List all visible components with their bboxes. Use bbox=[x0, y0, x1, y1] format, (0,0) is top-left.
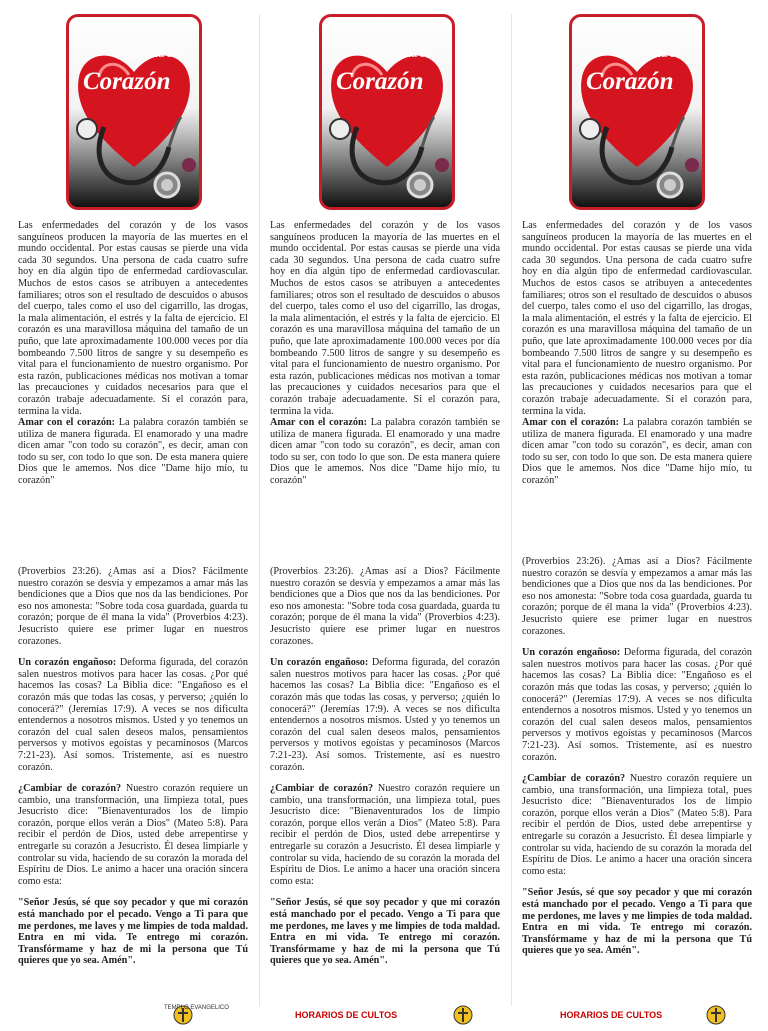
cover-title-small: Cómo está su bbox=[111, 48, 179, 60]
top-text-column bbox=[522, 220, 752, 487]
section-heading: ¿Cambiar de corazón? bbox=[270, 783, 374, 795]
intro-paragraph: Las enfermedades del corazón y de los vasos sanguíneos producen la mayoría de las muertes en el mundo occidental. Por estas causas se pierde una vida cada 30 segundos. Una persona de cada cuatro sufre hoy en día algún tipo de enfermedad cardiovascular. Muchos de estos casos se atribuyen a antecedentes familiares; otros son el resultado de descuidos o abusos del cuerpo, tales como el uso del cigarrillo, las drogas, la mala alimentación, el estrés y la falta de ejercicio. El corazón es una maravillosa máquina del tamaño de un puño, que late aproximadamente 100.000 veces por día bombeando 7.500 litros de sangre y su desempeño es vital para el funcionamiento de nuestro organismo. Por esta razón, publicaciones médicas nos motivan a tomar las precauciones y cuidados necesarios para que el corazón trabaje adecuadamente. Si el corazón para, termina la vida. bbox=[18, 220, 248, 417]
love-paragraph bbox=[270, 417, 500, 487]
section-body: Deforma figurada, del corazón salen nuestros motivos para hacer las cosas. ¿Por qué hacemos las cosas? La Biblia dice: "Engañoso es el corazón más que todas las cosas, y perverso; ¿quién lo conocerá?" (Jeremías 17:9). A veces se nos dificulta entendernos a nosotros mismos. Usted y yo tenemos un corazón del cual salen deseos malos, pensamientos perversos y motivos egoístas y pecaminosos (Marcos 7:21-23). Así somos. Tristemente, así es nuestro corazón. bbox=[270, 657, 500, 773]
cover-title-small: Cómo está su bbox=[364, 48, 432, 60]
section-heading: ¿Cambiar de corazón? bbox=[18, 783, 122, 795]
deceitful-heart-paragraph bbox=[18, 657, 248, 773]
bottom-text-column bbox=[270, 566, 500, 967]
change-heart-paragraph bbox=[522, 773, 752, 877]
cover-title-big: Corazón bbox=[83, 68, 171, 95]
prayer-paragraph: "Señor Jesús, sé que soy pecador y que mi corazón está manchado por el pecado. Vengo a Ti para que me perdones, me laves y me limpies de toda maldad. Entra en mi vida. Te entrego mi corazón. Transfórmame y haz de mi la persona que Tú quieres que yo sea. Amén". bbox=[270, 897, 500, 967]
deceitful-heart-paragraph bbox=[522, 647, 752, 763]
cover-title-small: Cómo está su bbox=[614, 48, 682, 60]
cover-image bbox=[569, 14, 705, 210]
proverbs-paragraph: (Proverbios 23:26). ¿Amas así a Dios? Fácilmente nuestro corazón se desvía y empezamos a amar más las bendiciones que a Dios que nos da las bendiciones. Por eso nos amonesta: "Sobre toda cosa guardada, guarda tu corazón; porque de él mana la vida" (Proverbios 4:23). Jesucristo quiere ese primer lugar en nuestros corazones. bbox=[18, 566, 248, 647]
section-body: La palabra corazón también se utiliza de manera figurada. El enamorado y una madre dicen amar "con todo su corazón", es decir, aman con todo su ser, con todo lo que son. De esta manera quiere Dios que le amemos. Nos dice "Dame hijo mío, tu corazón" bbox=[270, 417, 500, 487]
section-body: La palabra corazón también se utiliza de manera figurada. El enamorado y una madre dicen amar "con todo su corazón", es decir, aman con todo su ser, con todo lo que son. De esta manera quiere Dios que le amemos. Nos dice "Dame hijo mío, tu corazón" bbox=[18, 417, 248, 487]
top-text-column bbox=[18, 220, 248, 487]
section-heading: Un corazón engañoso: bbox=[522, 647, 621, 659]
section-body: Nuestro corazón requiere un cambio, una transformación, una limpieza total, pues Jesucristo dice: "Bienaventurados los de limpio corazón, porque ellos verán a Dios" (Mateo 5:8). Para recibir el perdón de Dios, usted debe arrepentirse y entregarle su corazón a Jesucristo. Él desea limpiarle y controlar su vida, haciendo de su corazón la morada del Espíritu de Dios. Le animo a hacer una oración sincera como esta: bbox=[18, 783, 248, 887]
change-heart-paragraph bbox=[270, 783, 500, 887]
deceitful-heart-paragraph bbox=[270, 657, 500, 773]
section-body: Nuestro corazón requiere un cambio, una transformación, una limpieza total, pues Jesucristo dice: "Bienaventurados los de limpio corazón, porque ellos verán a Dios" (Mateo 5:8). Para recibir el perdón de Dios, usted debe arrepentirse y entregarle su corazón a Jesucristo. Él desea limpiarle y controlar su vida, haciendo de su corazón la morada del Espíritu de Dios. Le animo a hacer una oración sincera como esta: bbox=[522, 773, 752, 877]
love-paragraph bbox=[522, 417, 752, 487]
bottom-text-column bbox=[522, 556, 752, 957]
heart-stethoscope-icon bbox=[69, 17, 199, 207]
section-body: Deforma figurada, del corazón salen nuestros motivos para hacer las cosas. ¿Por qué hacemos las cosas? La Biblia dice: "Engañoso es el corazón más que todas las cosas, y perverso; ¿quién lo conocerá?" (Jeremías 17:9). A veces se nos dificulta entendernos a nosotros mismos. Usted y yo tenemos un corazón del cual salen deseos malos, pensamientos perversos y motivos egoístas y pecaminosos (Marcos 7:21-23). Así somos. Tristemente, así es nuestro corazón. bbox=[18, 657, 248, 773]
section-heading: Amar con el corazón: bbox=[522, 417, 620, 429]
proverbs-paragraph: (Proverbios 23:26). ¿Amas así a Dios? Fácilmente nuestro corazón se desvía y empezamos a amar más las bendiciones que a Dios que nos da las bendiciones. Por eso nos amonesta: "Sobre toda cosa guardada, guarda tu corazón; porque de él mana la vida" (Proverbios 4:23). Jesucristo quiere ese primer lugar en nuestros corazones. bbox=[270, 566, 500, 647]
intro-paragraph: Las enfermedades del corazón y de los vasos sanguíneos producen la mayoría de las muertes en el mundo occidental. Por estas causas se pierde una vida cada 30 segundos. Una persona de cada cuatro sufre hoy en día algún tipo de enfermedad cardiovascular. Muchos de estos casos se atribuyen a antecedentes familiares; otros son el resultado de descuidos o abusos del cuerpo, tales como el uso del cigarrillo, las drogas, la mala alimentación, el estrés y la falta de ejercicio. El corazón es una maravillosa máquina del tamaño de un puño, que late aproximadamente 100.000 veces por día bombeando 7.500 litros de sangre y su desempeño es vital para el funcionamiento de nuestro organismo. Por esta razón, publicaciones médicas nos motivan a tomar las precauciones y cuidados necesarios para que el corazón trabaje adecuadamente. Si el corazón para, termina la vida. bbox=[270, 220, 500, 417]
change-heart-paragraph bbox=[18, 783, 248, 887]
column-divider bbox=[511, 14, 512, 1014]
intro-paragraph: Las enfermedades del corazón y de los vasos sanguíneos producen la mayoría de las muertes en el mundo occidental. Por estas causas se pierde una vida cada 30 segundos. Una persona de cada cuatro sufre hoy en día algún tipo de enfermedad cardiovascular. Muchos de estos casos se atribuyen a antecedentes familiares; otros son el resultado de descuidos o abusos del cuerpo, tales como el uso del cigarrillo, las drogas, la mala alimentación, el estrés y la falta de ejercicio. El corazón es una maravillosa máquina del tamaño de un puño, que late aproximadamente 100.000 veces por día bombeando 7.500 litros de sangre y su desempeño es vital para el funcionamiento de nuestro organismo. Por esta razón, publicaciones médicas nos motivan a tomar las precauciones y cuidados necesarios para que el corazón trabaje adecuadamente. Si el corazón para, termina la vida. bbox=[522, 220, 752, 417]
heart-stethoscope-icon bbox=[322, 17, 452, 207]
cover-image bbox=[66, 14, 202, 210]
section-heading: ¿Cambiar de corazón? bbox=[522, 773, 626, 785]
proverbs-paragraph: (Proverbios 23:26). ¿Amas así a Dios? Fácilmente nuestro corazón se desvía y empezamos a amar más las bendiciones que a Dios que nos da las bendiciones. Por eso nos amonesta: "Sobre toda cosa guardada, guarda tu corazón; porque de él mana la vida" (Proverbios 4:23). Jesucristo quiere ese primer lugar en nuestros corazones. bbox=[522, 556, 752, 637]
section-body: Deforma figurada, del corazón salen nuestros motivos para hacer las cosas. ¿Por qué hacemos las cosas? La Biblia dice: "Engañoso es el corazón más que todas las cosas, y perverso; ¿quién lo conocerá?" (Jeremías 17:9). A veces se nos dificulta entendernos a nosotros mismos. Usted y yo tenemos un corazón del cual salen deseos malos, pensamientos perversos y motivos egoístas y pecaminosos (Marcos 7:21-23). Así somos. Tristemente, así es nuestro corazón. bbox=[522, 647, 752, 763]
section-heading: Un corazón engañoso: bbox=[270, 657, 369, 669]
heart-stethoscope-icon bbox=[572, 17, 702, 207]
love-paragraph bbox=[18, 417, 248, 487]
cover-image bbox=[319, 14, 455, 210]
church-logo-icon bbox=[705, 1004, 727, 1026]
worship-schedule-title: HORARIOS DE CULTOS bbox=[295, 1010, 398, 1020]
church-logo-icon bbox=[452, 1004, 474, 1026]
cover-title-big: Corazón bbox=[586, 68, 674, 95]
bottom-text-column bbox=[18, 566, 248, 967]
section-body: Nuestro corazón requiere un cambio, una transformación, una limpieza total, pues Jesucristo dice: "Bienaventurados los de limpio corazón, porque ellos verán a Dios" (Mateo 5:8). Para recibir el perdón de Dios, usted debe arrepentirse y entregarle su corazón a Jesucristo. Él desea limpiarle y controlar su vida, haciendo de su corazón la morada del Espíritu de Dios. Le animo a hacer una oración sincera como esta: bbox=[270, 783, 500, 887]
section-heading: Amar con el corazón: bbox=[270, 417, 368, 429]
prayer-paragraph: "Señor Jesús, sé que soy pecador y que mi corazón está manchado por el pecado. Vengo a Ti para que me perdones, me laves y me limpies de toda maldad. Entra en mi vida. Te entrego mi corazón. Transfórmame y haz de mi la persona que Tú quieres que yo sea. Amén". bbox=[18, 897, 248, 967]
top-text-column bbox=[270, 220, 500, 487]
worship-schedule-title: HORARIOS DE CULTOS bbox=[560, 1010, 663, 1020]
section-heading: Amar con el corazón: bbox=[18, 417, 116, 429]
logo-caption: TEMPLO EVANGELICO bbox=[164, 1005, 229, 1011]
section-body: La palabra corazón también se utiliza de manera figurada. El enamorado y una madre dicen amar "con todo su corazón", es decir, aman con todo su ser, con todo lo que son. De esta manera quiere Dios que le amemos. Nos dice "Dame hijo mío, tu corazón" bbox=[522, 417, 752, 487]
section-heading: Un corazón engañoso: bbox=[18, 657, 117, 669]
column-divider bbox=[259, 14, 260, 1014]
prayer-paragraph: "Señor Jesús, sé que soy pecador y que mi corazón está manchado por el pecado. Vengo a Ti para que me perdones, me laves y me limpies de toda maldad. Entra en mi vida. Te entrego mi corazón. Transfórmame y haz de mi la persona que Tú quieres que yo sea. Amén". bbox=[522, 887, 752, 957]
cover-title-big: Corazón bbox=[336, 68, 424, 95]
